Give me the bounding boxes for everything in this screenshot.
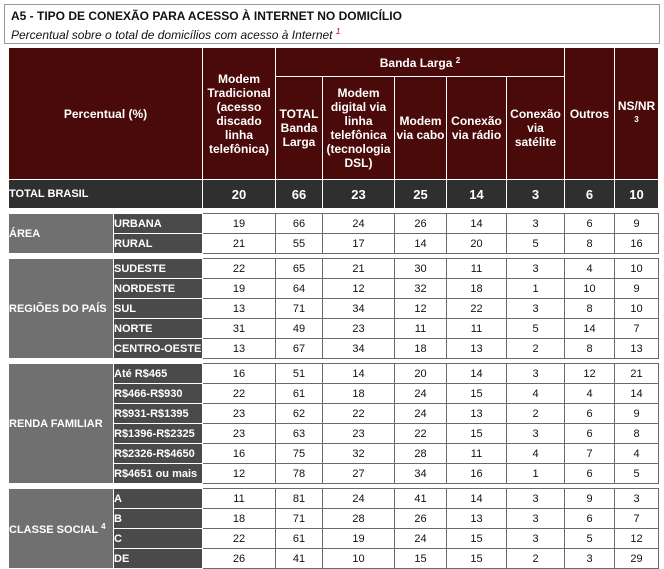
row-label: DE — [114, 549, 203, 569]
value-cell: 14 — [565, 319, 615, 339]
value-cell: 15 — [447, 424, 507, 444]
value-cell: 26 — [203, 549, 276, 569]
value-cell: 2 — [507, 404, 565, 424]
row-label: CENTRO-OESTE — [114, 339, 203, 359]
value-cell: 66 — [276, 214, 323, 234]
value-cell: 6 — [565, 404, 615, 424]
header-modem-dsl: Modem digital via linha telefônica (tecnologia DSL) — [323, 77, 395, 180]
value-cell: 3 — [507, 259, 565, 279]
value-cell: 5 — [615, 464, 659, 484]
value-cell: 10 — [615, 299, 659, 319]
row-label: C — [114, 529, 203, 549]
value-cell: 9 — [565, 489, 615, 509]
value-cell: 22 — [203, 384, 276, 404]
row-label: B — [114, 509, 203, 529]
value-cell: 16 — [447, 464, 507, 484]
total-cell: 6 — [565, 180, 615, 209]
row-label: Até R$465 — [114, 364, 203, 384]
value-cell: 71 — [276, 299, 323, 319]
value-cell: 19 — [323, 529, 395, 549]
row-label: R$1396-R$2325 — [114, 424, 203, 444]
total-label: TOTAL BRASIL — [9, 180, 203, 209]
value-cell: 8 — [565, 339, 615, 359]
value-cell: 8 — [565, 299, 615, 319]
value-cell: 3 — [565, 549, 615, 569]
value-cell: 34 — [323, 299, 395, 319]
value-cell: 16 — [203, 364, 276, 384]
footnote-marker: 4 — [101, 521, 106, 531]
value-cell: 24 — [395, 404, 447, 424]
row-label: SUL — [114, 299, 203, 319]
value-cell: 71 — [276, 509, 323, 529]
value-cell: 15 — [447, 529, 507, 549]
value-cell: 3 — [507, 364, 565, 384]
value-cell: 24 — [395, 529, 447, 549]
value-cell: 18 — [323, 384, 395, 404]
value-cell: 8 — [565, 234, 615, 254]
row-label: SUDESTE — [114, 259, 203, 279]
value-cell: 14 — [447, 214, 507, 234]
value-cell: 23 — [203, 404, 276, 424]
value-cell: 11 — [203, 489, 276, 509]
value-cell: 11 — [447, 444, 507, 464]
total-cell: 66 — [276, 180, 323, 209]
value-cell: 1 — [507, 279, 565, 299]
value-cell: 34 — [395, 464, 447, 484]
value-cell: 41 — [395, 489, 447, 509]
value-cell: 31 — [203, 319, 276, 339]
group-label-text: CLASSE SOCIAL — [9, 523, 99, 536]
value-cell: 11 — [395, 319, 447, 339]
value-cell: 14 — [615, 384, 659, 404]
value-cell: 23 — [323, 424, 395, 444]
value-cell: 12 — [615, 529, 659, 549]
value-cell: 63 — [276, 424, 323, 444]
value-cell: 23 — [323, 319, 395, 339]
value-cell: 3 — [615, 489, 659, 509]
header-banda-larga — [276, 48, 565, 77]
value-cell: 61 — [276, 384, 323, 404]
total-row — [9, 180, 659, 209]
group-label-text: RENDA FAMILIAR — [9, 417, 103, 430]
value-cell: 6 — [565, 464, 615, 484]
value-cell: 24 — [395, 384, 447, 404]
value-cell: 10 — [323, 549, 395, 569]
row-label: A — [114, 489, 203, 509]
table-row — [9, 214, 659, 234]
value-cell: 6 — [565, 424, 615, 444]
row-label: R$466-R$930 — [114, 384, 203, 404]
value-cell: 23 — [203, 424, 276, 444]
value-cell: 3 — [507, 299, 565, 319]
total-cell: 25 — [395, 180, 447, 209]
value-cell: 49 — [276, 319, 323, 339]
total-cell: 10 — [615, 180, 659, 209]
value-cell: 14 — [447, 489, 507, 509]
value-cell: 4 — [565, 259, 615, 279]
table-row — [9, 259, 659, 279]
value-cell: 75 — [276, 444, 323, 464]
value-cell: 12 — [323, 279, 395, 299]
value-cell: 3 — [507, 424, 565, 444]
value-cell: 28 — [323, 509, 395, 529]
value-cell: 15 — [395, 549, 447, 569]
value-cell: 13 — [447, 509, 507, 529]
value-cell: 22 — [203, 529, 276, 549]
value-cell: 19 — [203, 279, 276, 299]
group-label — [9, 364, 114, 484]
value-cell: 1 — [507, 464, 565, 484]
total-cell: 3 — [507, 180, 565, 209]
table-row — [9, 364, 659, 384]
value-cell: 27 — [323, 464, 395, 484]
header-nsnr — [615, 48, 659, 180]
value-cell: 22 — [203, 259, 276, 279]
group-label-text: ÁREA — [9, 227, 41, 240]
group-label — [9, 214, 114, 254]
table-subtitle — [11, 27, 340, 42]
value-cell: 6 — [565, 214, 615, 234]
row-label: URBANA — [114, 214, 203, 234]
value-cell: 81 — [276, 489, 323, 509]
value-cell: 67 — [276, 339, 323, 359]
group-label — [9, 259, 114, 359]
value-cell: 3 — [507, 489, 565, 509]
footnote-marker-1: 1 — [335, 27, 341, 36]
header-conexao-radio: Conexão via rádio — [447, 77, 507, 180]
header-total-banda-larga: TOTAL Banda Larga — [276, 77, 323, 180]
value-cell: 32 — [323, 444, 395, 464]
value-cell: 3 — [507, 509, 565, 529]
value-cell: 12 — [203, 464, 276, 484]
value-cell: 3 — [507, 214, 565, 234]
value-cell: 24 — [323, 214, 395, 234]
value-cell: 14 — [323, 364, 395, 384]
header-banda-larga-label: Banda Larga — [379, 56, 453, 70]
value-cell: 18 — [203, 509, 276, 529]
row-label: R$2326-R$4650 — [114, 444, 203, 464]
header-outros: Outros — [565, 48, 615, 180]
value-cell: 7 — [615, 319, 659, 339]
value-cell: 9 — [615, 279, 659, 299]
header-nsnr-label: NS/NR — [617, 98, 656, 113]
value-cell: 13 — [447, 339, 507, 359]
value-cell: 15 — [447, 549, 507, 569]
value-cell: 29 — [615, 549, 659, 569]
row-label: NORDESTE — [114, 279, 203, 299]
value-cell: 5 — [565, 529, 615, 549]
value-cell: 2 — [507, 339, 565, 359]
group-label-text: REGIÕES DO PAÍS — [9, 302, 107, 315]
footnote-marker-3: 3 — [634, 114, 639, 124]
value-cell: 55 — [276, 234, 323, 254]
value-cell: 34 — [323, 339, 395, 359]
value-cell: 21 — [323, 259, 395, 279]
value-cell: 64 — [276, 279, 323, 299]
value-cell: 11 — [447, 259, 507, 279]
value-cell: 13 — [447, 404, 507, 424]
row-label: NORTE — [114, 319, 203, 339]
value-cell: 10 — [615, 259, 659, 279]
value-cell: 18 — [447, 279, 507, 299]
total-cell: 20 — [203, 180, 276, 209]
value-cell: 4 — [507, 444, 565, 464]
value-cell: 4 — [565, 384, 615, 404]
value-cell: 2 — [507, 549, 565, 569]
value-cell: 22 — [447, 299, 507, 319]
value-cell: 65 — [276, 259, 323, 279]
value-cell: 26 — [395, 214, 447, 234]
value-cell: 7 — [615, 509, 659, 529]
value-cell: 5 — [507, 319, 565, 339]
value-cell: 24 — [323, 489, 395, 509]
value-cell: 78 — [276, 464, 323, 484]
value-cell: 21 — [203, 234, 276, 254]
value-cell: 17 — [323, 234, 395, 254]
value-cell: 21 — [615, 364, 659, 384]
header-modem-tradicional: Modem Tradicional (acesso discado linha telefônica) — [203, 48, 276, 180]
value-cell: 5 — [507, 234, 565, 254]
value-cell: 6 — [565, 509, 615, 529]
value-cell: 22 — [323, 404, 395, 424]
value-cell: 16 — [615, 234, 659, 254]
value-cell: 16 — [203, 444, 276, 464]
header-conexao-satelite: Conexão via satélite — [507, 77, 565, 180]
table-subtitle-text: Percentual sobre o total de domicílios com acesso à Internet — [11, 28, 333, 42]
footnote-marker-2: 2 — [455, 56, 461, 65]
value-cell: 7 — [565, 444, 615, 464]
value-cell: 14 — [395, 234, 447, 254]
value-cell: 13 — [615, 339, 659, 359]
value-cell: 62 — [276, 404, 323, 424]
value-cell: 22 — [395, 424, 447, 444]
value-cell: 14 — [447, 364, 507, 384]
value-cell: 30 — [395, 259, 447, 279]
table-title-box — [4, 4, 660, 44]
group-label — [9, 489, 114, 569]
value-cell: 26 — [395, 509, 447, 529]
value-cell: 12 — [565, 364, 615, 384]
total-cell: 23 — [323, 180, 395, 209]
connection-type-table — [8, 47, 659, 569]
total-cell: 14 — [447, 180, 507, 209]
value-cell: 3 — [507, 529, 565, 549]
value-cell: 61 — [276, 529, 323, 549]
value-cell: 8 — [615, 424, 659, 444]
value-cell: 32 — [395, 279, 447, 299]
value-cell: 20 — [395, 364, 447, 384]
value-cell: 15 — [447, 384, 507, 404]
value-cell: 4 — [615, 444, 659, 464]
value-cell: 28 — [395, 444, 447, 464]
value-cell: 9 — [615, 214, 659, 234]
header-corner: Percentual (%) — [9, 48, 203, 180]
value-cell: 20 — [447, 234, 507, 254]
header-modem-cabo: Modem via cabo — [395, 77, 447, 180]
value-cell: 18 — [395, 339, 447, 359]
row-label: R$4651 ou mais — [114, 464, 203, 484]
value-cell: 10 — [565, 279, 615, 299]
value-cell: 19 — [203, 214, 276, 234]
value-cell: 11 — [447, 319, 507, 339]
value-cell: 12 — [395, 299, 447, 319]
value-cell: 51 — [276, 364, 323, 384]
table-row — [9, 489, 659, 509]
row-label: RURAL — [114, 234, 203, 254]
value-cell: 41 — [276, 549, 323, 569]
value-cell: 13 — [203, 339, 276, 359]
table-title: A5 - TIPO DE CONEXÃO PARA ACESSO À INTERNET NO DOMICÍLIO — [11, 9, 402, 23]
row-label: R$931-R$1395 — [114, 404, 203, 424]
value-cell: 13 — [203, 299, 276, 319]
value-cell: 4 — [507, 384, 565, 404]
value-cell: 9 — [615, 404, 659, 424]
